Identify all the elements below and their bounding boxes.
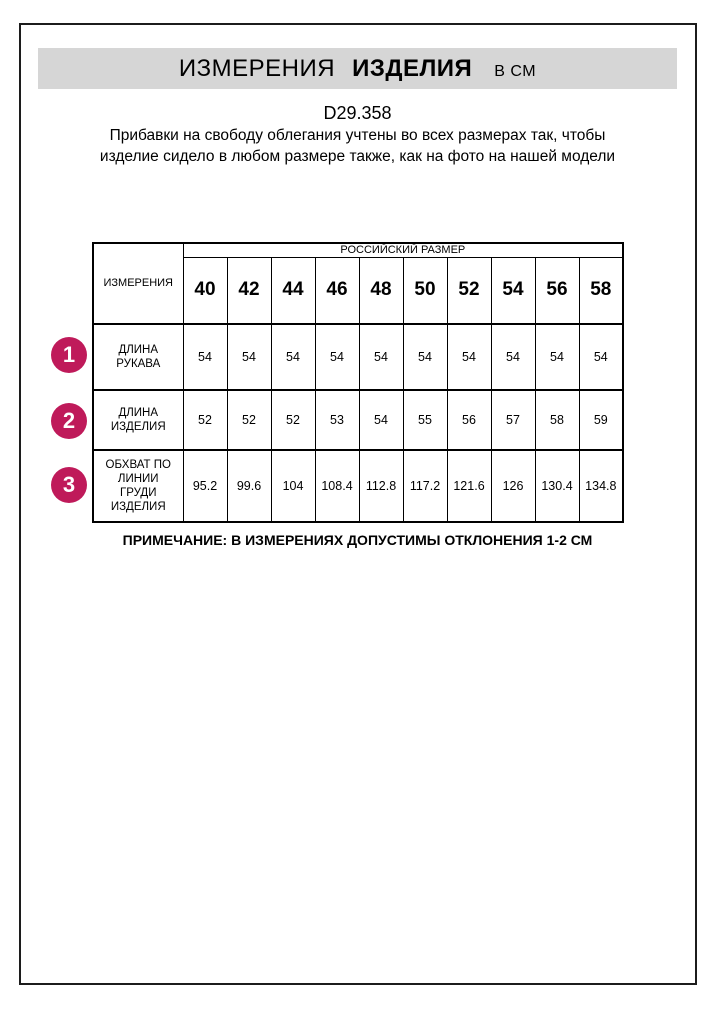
size-header-cell: 48 (359, 258, 403, 324)
page-title-regular: ИЗМЕРЕНИЯ (178, 55, 336, 82)
table-row-chest-girth (93, 450, 623, 522)
value-cell: 52 (183, 390, 227, 450)
row-label: ДЛИНА РУКАВА (93, 324, 183, 390)
value-cell: 54 (271, 324, 315, 390)
value-cell: 54 (535, 324, 579, 390)
value-cell: 54 (227, 324, 271, 390)
table-row-sleeve-length (93, 324, 623, 390)
size-header-cell: 44 (271, 258, 315, 324)
tolerance-note: ПРИМЕЧАНИЕ: В ИЗМЕРЕНИЯХ ДОПУСТИМЫ ОТКЛОНЕНИЯ 1-2 СМ (122, 532, 593, 548)
value-cell: 126 (491, 450, 535, 522)
title-bar (38, 48, 677, 89)
table-group-header-row (93, 243, 623, 258)
size-header-cell: 50 (403, 258, 447, 324)
value-cell: 54 (403, 324, 447, 390)
value-cell: 54 (491, 324, 535, 390)
value-cell: 117.2 (403, 450, 447, 522)
value-cell: 108.4 (315, 450, 359, 522)
value-cell: 130.4 (535, 450, 579, 522)
page-title-bold: ИЗДЕЛИЯ (352, 55, 473, 82)
row-number-badge-3: 3 (51, 467, 87, 503)
fit-description: Прибавки на свободу облегания учтены во всех размерах так, чтобы изделие сидело в любом размере также, как на фото на нашей модели (99, 127, 616, 165)
value-cell: 104 (271, 450, 315, 522)
value-cell: 58 (535, 390, 579, 450)
value-cell: 134.8 (579, 450, 623, 522)
table-row-product-length (93, 390, 623, 450)
size-header-cell: 46 (315, 258, 359, 324)
size-header-cell: 54 (491, 258, 535, 324)
size-header-cell: 52 (447, 258, 491, 324)
value-cell: 112.8 (359, 450, 403, 522)
size-header-cell: 40 (183, 258, 227, 324)
size-header-cell: 58 (579, 258, 623, 324)
value-cell: 99.6 (227, 450, 271, 522)
row-number-badge-2: 2 (51, 403, 87, 439)
page-title-unit: В СМ (494, 63, 537, 80)
value-cell: 55 (403, 390, 447, 450)
value-cell: 56 (447, 390, 491, 450)
row-label: ДЛИНА ИЗДЕЛИЯ (93, 390, 183, 450)
size-group-header-cell: РОССИЙСКИЙ РАЗМЕР (183, 243, 623, 258)
article-code: D29.358 (323, 103, 392, 123)
value-cell: 54 (579, 324, 623, 390)
value-cell: 52 (271, 390, 315, 450)
measurements-table (92, 242, 624, 523)
value-cell: 54 (447, 324, 491, 390)
value-cell: 59 (579, 390, 623, 450)
corner-header-cell: ИЗМЕРЕНИЯ (93, 243, 183, 324)
row-number-badge-1: 1 (51, 337, 87, 373)
row-label: ОБХВАТ ПО ЛИНИИ ГРУДИ ИЗДЕЛИЯ (93, 450, 183, 522)
value-cell: 54 (183, 324, 227, 390)
value-cell: 121.6 (447, 450, 491, 522)
value-cell: 52 (227, 390, 271, 450)
value-cell: 53 (315, 390, 359, 450)
value-cell: 54 (359, 324, 403, 390)
value-cell: 54 (315, 324, 359, 390)
value-cell: 57 (491, 390, 535, 450)
size-header-cell: 42 (227, 258, 271, 324)
value-cell: 95.2 (183, 450, 227, 522)
value-cell: 54 (359, 390, 403, 450)
size-header-cell: 56 (535, 258, 579, 324)
